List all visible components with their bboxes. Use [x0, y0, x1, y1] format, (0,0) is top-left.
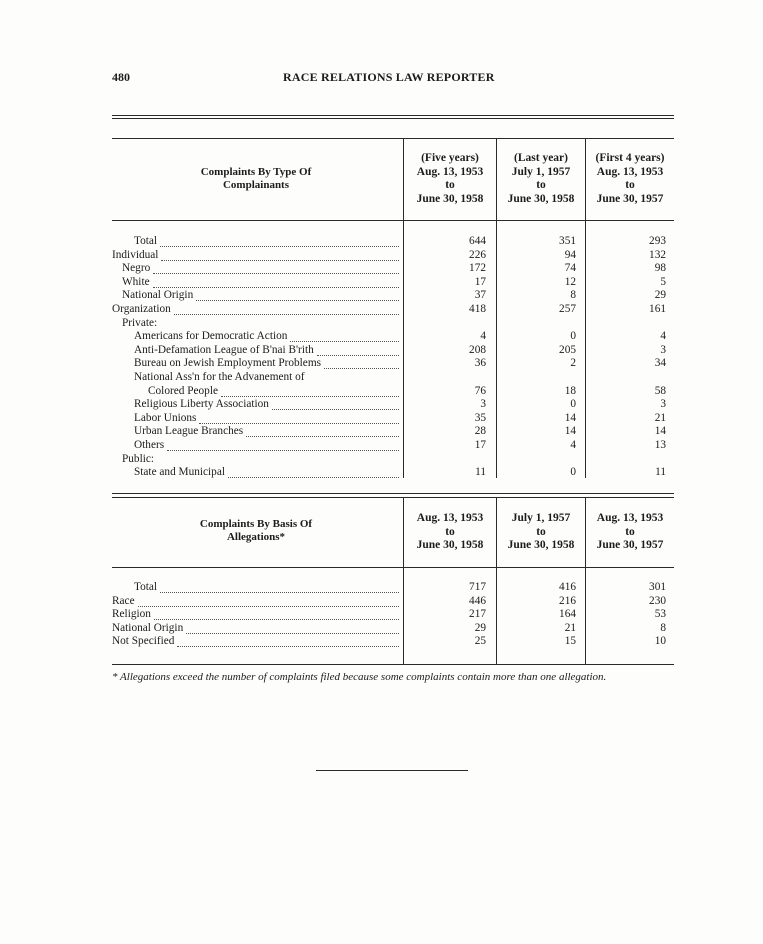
table2-cell-value: 230: [649, 594, 666, 607]
leader-dots: [160, 237, 399, 247]
table1-column-header-line: to: [445, 179, 455, 191]
table1-cell-value: 4: [480, 330, 486, 343]
leader-dots: [186, 624, 399, 634]
table1-cell-value: 29: [654, 289, 666, 302]
table1-cell-value: 132: [649, 248, 666, 261]
table1-column-header-line: June 30, 1958: [416, 192, 484, 205]
table1-column-header-line: June 30, 1958: [507, 192, 575, 205]
table1-column-header: [402, 152, 498, 206]
table2-cell-value: 717: [469, 581, 486, 593]
table1-col-divider: [496, 138, 497, 478]
table-row: [0, 249, 763, 263]
table-row: [0, 453, 763, 467]
leader-dots: [153, 278, 399, 288]
table1-cell-value: 172: [469, 262, 486, 275]
table2-column-header-line: June 30, 1958: [507, 539, 575, 551]
table2-column-header-line: July 1, 1957: [511, 512, 571, 524]
table2-cell-value: 53: [654, 608, 666, 621]
table-row: [0, 412, 763, 426]
table2-col-divider: [496, 497, 497, 664]
table1-row-label: State and Municipal: [134, 466, 225, 479]
leader-dots: [138, 597, 399, 607]
table1-cell-value: 644: [469, 235, 486, 247]
table1-cell-value: 205: [559, 343, 576, 356]
leader-dots: [199, 414, 399, 424]
table1-cell-value: 293: [649, 235, 666, 247]
table1-cell-value: 8: [570, 289, 576, 302]
table2-top-rule-2: [112, 497, 674, 498]
table1-cell-value: 5: [660, 275, 666, 288]
table1-row-label: National Ass'n for the Advanement of: [134, 371, 305, 383]
table1-cell-value: 18: [564, 384, 576, 397]
table1-cell-value: 36: [474, 357, 486, 370]
table1-cell-value: 98: [654, 262, 666, 275]
leader-dots: [177, 637, 399, 647]
table-row: [0, 303, 763, 317]
leader-dots: [290, 332, 399, 342]
table1-head-rule: [112, 138, 674, 139]
table1-cell-value: 4: [570, 439, 576, 451]
table-row: [0, 425, 763, 439]
running-header-title: RACE RELATIONS LAW REPORTER: [283, 70, 495, 84]
table1-row-label: Urban League Branches: [134, 425, 244, 438]
leader-dots: [228, 468, 399, 478]
table2-cell-value: 416: [559, 581, 576, 593]
table2-cell-value: 29: [474, 621, 486, 634]
table2-column-header: [582, 512, 678, 553]
table1-row-label: White: [122, 275, 150, 288]
table2-bottom-rule: [112, 664, 674, 665]
table1-row-label: Public:: [122, 452, 155, 465]
table1-column-header-line: Aug. 13, 1953: [416, 165, 484, 178]
leader-dots: [167, 441, 399, 451]
table1-title: [116, 166, 396, 192]
table1-row-label: National Origin: [122, 289, 194, 302]
table1-cell-value: 2: [570, 357, 576, 370]
end-rule: [316, 770, 468, 771]
table1-row-label: Organization: [112, 303, 171, 315]
table1-row-label: Colored People: [148, 384, 218, 397]
table1-cell-value: 208: [469, 343, 486, 356]
page-number: 480: [112, 70, 130, 84]
table1-cell-value: 76: [474, 384, 486, 397]
table2-cell-value: 15: [564, 635, 576, 648]
table2-cell-value: 10: [654, 635, 666, 648]
table1-cell-value: 257: [559, 303, 576, 315]
table1-cell-value: 74: [564, 262, 576, 275]
table-row: [0, 466, 763, 480]
table-row: [0, 635, 763, 649]
table2-title-line: Allegations*: [226, 531, 286, 543]
table1-column-header-line: to: [625, 179, 635, 191]
table1-cell-value: 21: [654, 411, 666, 424]
table1-column-header-line: (Last year): [514, 152, 568, 164]
table-row: [0, 581, 763, 595]
leader-dots: [317, 346, 399, 356]
table1-column-header: [493, 152, 589, 206]
table2-column-header-line: to: [536, 525, 546, 538]
table2-title-line: Complaints By Basis Of: [199, 518, 313, 530]
leader-dots: [154, 610, 399, 620]
table2-cell-value: 446: [469, 594, 486, 607]
table1-col-divider: [585, 138, 586, 478]
table1-column-header-line: June 30, 1957: [596, 192, 664, 205]
table-row: [0, 330, 763, 344]
table1-cell-value: 28: [474, 425, 486, 438]
leader-dots: [246, 427, 399, 437]
table1-cell-value: 34: [654, 357, 666, 370]
table1-row-label: Labor Unions: [134, 411, 197, 424]
table-row: [0, 385, 763, 399]
table1-cell-value: 11: [475, 466, 486, 479]
table2-cell-value: 301: [649, 581, 666, 593]
table-row: [0, 439, 763, 453]
table1-row-label: Americans for Democratic Action: [134, 330, 288, 343]
table1-column-header-line: July 1, 1957: [511, 165, 571, 178]
leader-dots: [160, 583, 399, 593]
table2-title: [116, 518, 396, 544]
table2-row-label: Race: [112, 594, 135, 607]
table2-row-label: Religion: [112, 608, 151, 621]
table1-cell-value: 11: [655, 466, 666, 479]
table1-col-divider: [403, 138, 404, 478]
table1-cell-value: 14: [654, 425, 666, 438]
table1-column-header-line: (First 4 years): [595, 152, 665, 164]
table-row: [0, 344, 763, 358]
table1-cell-value: 3: [480, 398, 486, 411]
table1-row-label: Private:: [122, 316, 158, 329]
table1-cell-value: 17: [474, 275, 486, 288]
table1-cell-value: 226: [469, 248, 486, 261]
leader-dots: [196, 291, 399, 301]
table1-cell-value: 351: [559, 235, 576, 247]
table2-row-label: Total: [134, 581, 158, 593]
leader-dots: [272, 400, 399, 410]
table1-cell-value: 4: [660, 330, 666, 343]
table-row: [0, 235, 763, 249]
table2-column-header-line: June 30, 1957: [596, 539, 664, 551]
table2-column-header: [493, 512, 589, 553]
table1-row-label: Individual: [112, 248, 159, 261]
table2-column-header-line: to: [625, 525, 635, 538]
table-row: [0, 371, 763, 385]
leader-dots: [174, 305, 399, 315]
table-row: [0, 276, 763, 290]
table1-cell-value: 161: [649, 303, 666, 315]
table1-title-line: Complaints By Type Of: [200, 166, 312, 178]
table-row: [0, 289, 763, 303]
table1-cell-value: 12: [564, 275, 576, 288]
table-row: [0, 595, 763, 609]
table2-cell-value: 21: [564, 621, 576, 634]
table2-column-header-line: to: [445, 525, 455, 538]
table1-cell-value: 0: [570, 330, 576, 343]
table2-row-label: Not Specified: [112, 635, 175, 648]
footnote: * Allegations exceed the number of complaints filed because some complaints contain more than one allegation.: [112, 671, 607, 683]
table1-cell-value: 94: [564, 248, 576, 261]
table2-column-header-line: Aug. 13, 1953: [416, 512, 484, 524]
table1-column-header-line: to: [536, 179, 546, 191]
top-rule-2: [112, 118, 674, 119]
table2-cell-value: 217: [469, 608, 486, 621]
table1-cell-value: 13: [654, 439, 666, 451]
table-row: [0, 357, 763, 371]
table2-column-header-line: Aug. 13, 1953: [596, 512, 664, 524]
table1-cell-value: 0: [570, 466, 576, 479]
table1-row-label: Others: [134, 439, 165, 451]
leader-dots: [161, 251, 399, 261]
table-row: [0, 622, 763, 636]
table2-cell-value: 216: [559, 594, 576, 607]
table-row: [0, 262, 763, 276]
table2-cell-value: 25: [474, 635, 486, 648]
table1-cell-value: 3: [660, 343, 666, 356]
table1-cell-value: 0: [570, 398, 576, 411]
table1-column-header-line: Aug. 13, 1953: [596, 165, 664, 178]
table1-row-label: Anti-Defamation League of B'nai B'rith: [134, 343, 314, 356]
table2-top-rule: [112, 493, 674, 494]
leader-dots: [221, 387, 399, 397]
table1-row-label: Total: [134, 235, 158, 247]
table2-col-divider: [585, 497, 586, 664]
table2-row-label: National Origin: [112, 621, 184, 634]
table1-title-line: Complainants: [222, 179, 290, 191]
table1-cell-value: 14: [564, 425, 576, 438]
table1-cell-value: 3: [660, 398, 666, 411]
table-row: [0, 608, 763, 622]
table1-row-label: Bureau on Jewish Employment Problems: [134, 357, 322, 370]
table2-cell-value: 164: [559, 608, 576, 621]
table1-column-header: [582, 152, 678, 206]
table1-cell-value: 17: [474, 439, 486, 451]
table2-cell-value: 8: [660, 621, 666, 634]
table1-cell-value: 37: [474, 289, 486, 302]
table1-column-header-line: (Five years): [421, 152, 479, 164]
top-rule: [112, 115, 674, 116]
table1-row-label: Negro: [122, 262, 151, 275]
leader-dots: [153, 264, 399, 274]
table1-cell-value: 14: [564, 411, 576, 424]
table1-cell-value: 35: [474, 411, 486, 424]
table1-header-bottom-rule: [112, 220, 674, 221]
table1-cell-value: 418: [469, 303, 486, 315]
leader-dots: [324, 359, 399, 369]
table1-row-label: Religious Liberty Association: [134, 398, 269, 411]
table-row: [0, 317, 763, 331]
table2-header-bottom-rule: [112, 567, 674, 568]
table2-column-header-line: June 30, 1958: [416, 539, 484, 551]
table1-cell-value: 58: [654, 384, 666, 397]
table2-column-header: [402, 512, 498, 553]
table-row: [0, 398, 763, 412]
table2-col-divider: [403, 497, 404, 664]
